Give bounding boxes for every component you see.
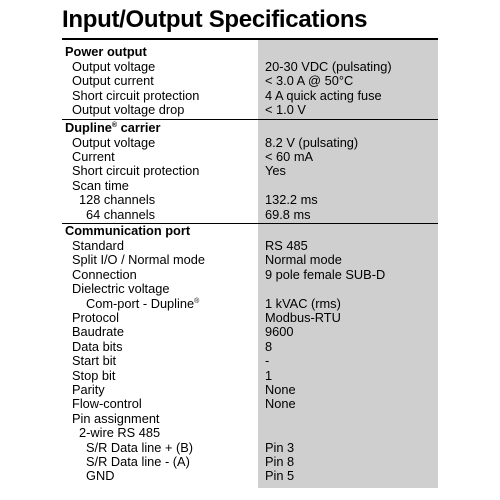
spec-label: Parity <box>72 382 105 397</box>
spec-row <box>0 325 500 339</box>
spec-row <box>0 441 500 455</box>
spec-value: Pin 5 <box>265 468 295 484</box>
registered-mark: ® <box>194 297 200 305</box>
spec-label: Output voltage <box>72 59 156 74</box>
spec-value: < 3.0 A @ 50°C <box>265 73 354 89</box>
spec-value: 69.8 ms <box>265 206 311 222</box>
section-heading-communication-port: Communication port <box>65 223 191 238</box>
spec-label: 128 channels <box>79 192 156 208</box>
spec-row <box>0 239 500 253</box>
spec-row <box>0 268 500 282</box>
spec-label: S/R Data line - (A) <box>86 454 190 469</box>
spec-label: Standard <box>72 238 124 253</box>
spec-label: S/R Data line + (B) <box>86 439 194 455</box>
spec-value: 9 pole female SUB-D <box>265 266 386 282</box>
spec-label: Com-port - Dupline® <box>86 295 200 311</box>
spec-row <box>0 354 500 368</box>
spec-row <box>0 455 500 469</box>
spec-row <box>0 74 500 88</box>
spec-label: Short circuit protection <box>72 163 200 179</box>
spec-value: < 1.0 V <box>265 102 306 118</box>
spec-row <box>0 383 500 397</box>
spec-row <box>0 89 500 103</box>
spec-row <box>0 282 500 296</box>
spec-row <box>0 340 500 354</box>
spec-row <box>0 103 500 117</box>
spec-label: Short circuit protection <box>72 87 200 103</box>
registered-mark: ® <box>111 122 118 129</box>
spec-value: 132.2 ms <box>265 192 318 208</box>
spec-row <box>0 136 500 150</box>
spec-row <box>0 253 500 267</box>
spec-value: Pin 8 <box>265 454 295 469</box>
spec-label: Output current <box>72 73 154 89</box>
spec-label: 64 channels <box>86 206 156 222</box>
spec-row <box>0 397 500 411</box>
spec-value: 8.2 V (pulsating) <box>265 134 359 150</box>
spec-row <box>0 179 500 193</box>
section-heading-dupline-carrier: Dupline® carrier <box>65 120 161 135</box>
spec-value: Normal mode <box>265 252 342 268</box>
spec-label: Split I/O / Normal mode <box>72 252 205 268</box>
spec-label: Data bits <box>72 338 123 354</box>
spec-row <box>0 297 500 311</box>
spec-label: 2-wire RS 485 <box>79 425 161 441</box>
spec-value: Yes <box>265 163 286 179</box>
spec-label: Output voltage <box>72 134 156 150</box>
spec-value: Pin 3 <box>265 439 295 455</box>
spec-label: GND <box>86 468 115 484</box>
spec-row <box>0 208 500 222</box>
spec-row <box>0 150 500 164</box>
spec-value: 9600 <box>265 324 294 340</box>
page-title: Input/Output Specifications <box>62 6 368 33</box>
spec-label: Protocol <box>72 310 119 325</box>
spec-row <box>0 311 500 325</box>
section-heading-power-output: Power output <box>65 44 147 59</box>
spec-value: 20-30 VDC (pulsating) <box>265 59 392 74</box>
spec-label: Current <box>72 148 115 164</box>
spec-value: None <box>265 382 296 397</box>
spec-row <box>0 469 500 483</box>
spec-value: 4 A quick acting fuse <box>265 87 382 103</box>
spec-label: Output voltage drop <box>72 102 185 118</box>
spec-label: Pin assignment <box>72 410 160 426</box>
spec-row <box>0 193 500 207</box>
spec-label: Connection <box>72 266 137 282</box>
spec-label: Stop bit <box>72 367 116 383</box>
spec-row <box>0 412 500 426</box>
spec-value: < 60 mA <box>265 148 314 164</box>
spec-value: None <box>265 396 296 412</box>
spec-row <box>0 164 500 178</box>
spec-row <box>0 60 500 74</box>
spec-row <box>0 426 500 440</box>
spec-value: RS 485 <box>265 238 308 253</box>
spec-value: 1 kVAC (rms) <box>265 295 341 311</box>
spec-label: Baudrate <box>72 324 124 340</box>
spec-value: 1 <box>265 367 273 383</box>
spec-value: - <box>265 353 270 369</box>
spec-row <box>0 369 500 383</box>
spec-label: Flow-control <box>72 396 142 412</box>
spec-value: Modbus-RTU <box>265 310 341 325</box>
spec-label: Start bit <box>72 353 117 369</box>
spec-value: 8 <box>265 338 273 354</box>
spec-label: Scan time <box>72 177 129 193</box>
spec-label: Dielectric voltage <box>72 281 170 297</box>
